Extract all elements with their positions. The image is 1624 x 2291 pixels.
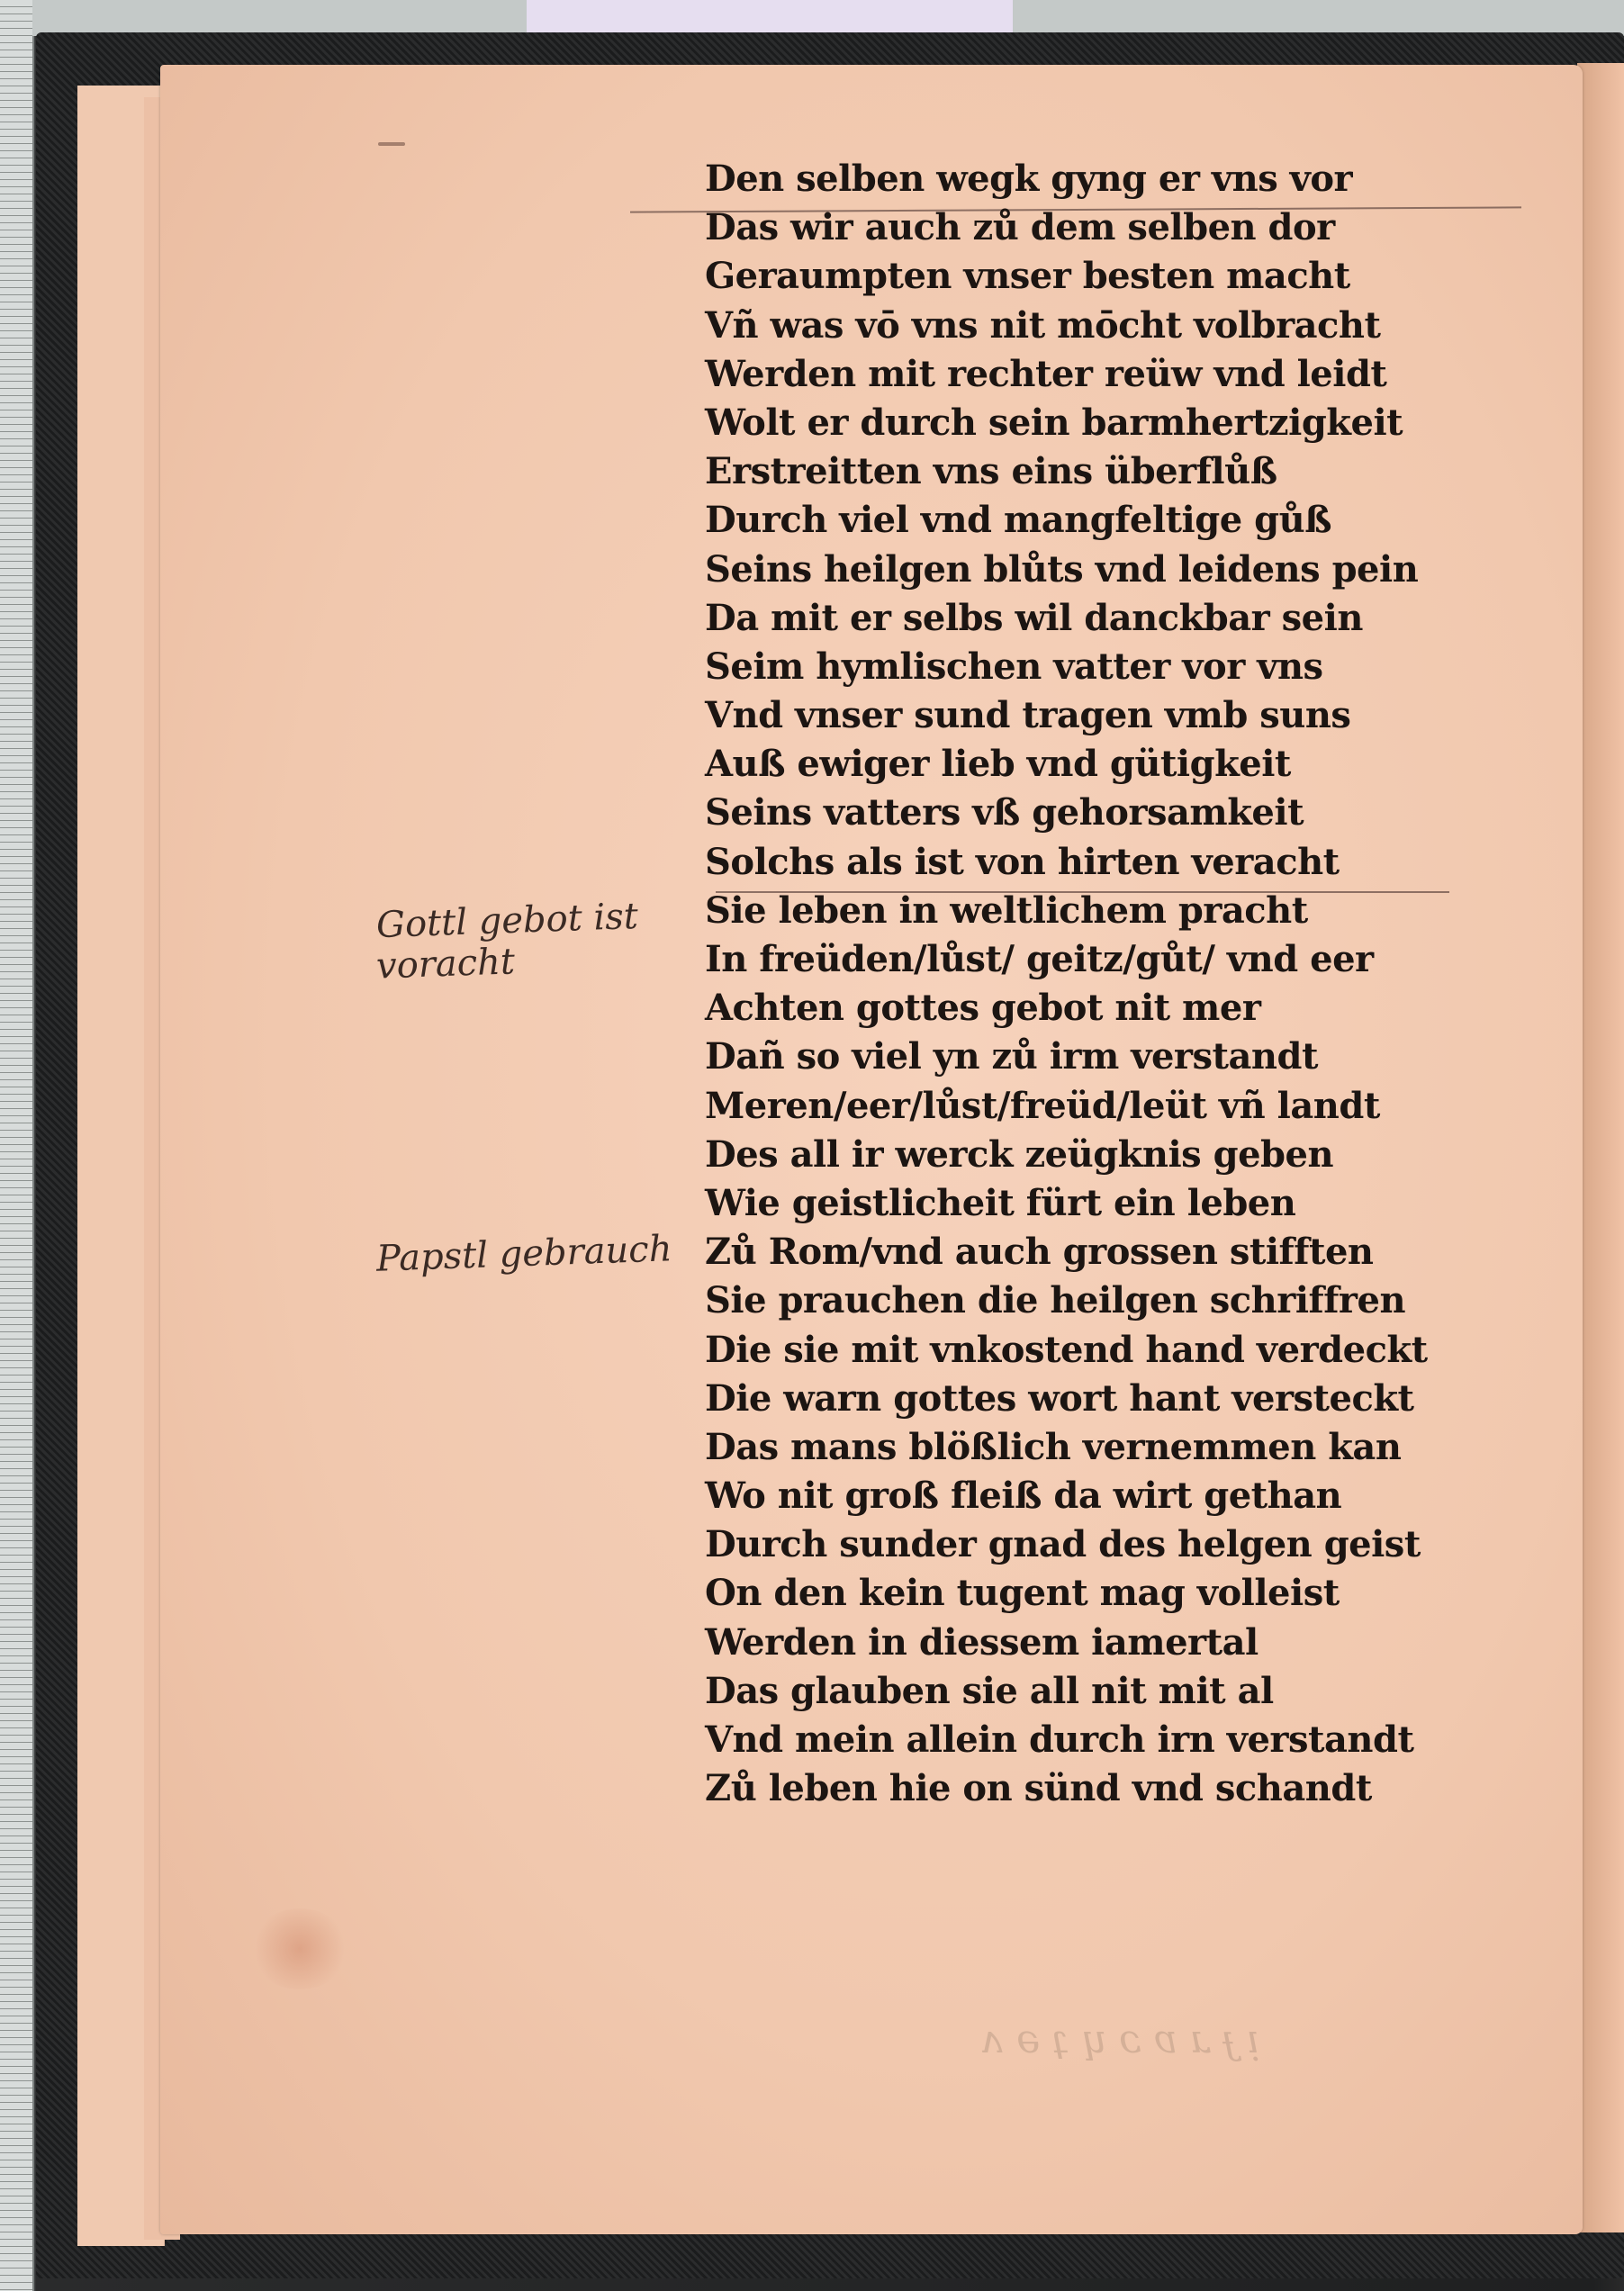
verse-line: In freüden/lůst/ geitz/gůt/ vnd eer <box>705 938 1374 980</box>
tab-strip <box>527 0 1013 34</box>
printed-verse <box>705 155 1428 1813</box>
ink-mark <box>378 142 405 146</box>
verse-line: Meren/eer/lůst/freüd/leüt vñ landt <box>705 1084 1380 1127</box>
verse-line: Des all ir werck zeügknis geben <box>705 1132 1334 1176</box>
verse-line: Solchs als ist von hirten veracht <box>705 840 1340 883</box>
verse-line: Das wir auch zů dem selben dor <box>705 206 1335 249</box>
verse-line: Sie leben in weltlichem pracht <box>705 888 1308 932</box>
verse-line: Werden mit rechter reüw vnd leidt <box>705 352 1387 395</box>
verse-line: Das glauben sie all nit mit al <box>705 1669 1274 1712</box>
verse-line: Wie geistlicheit fürt ein leben <box>705 1181 1296 1224</box>
verse-line: Geraumpten vnser besten macht <box>705 255 1350 298</box>
verse-line: Durch sunder gnad des helgen geist <box>705 1523 1421 1566</box>
verse-line: Vnd vnser sund tragen vmb suns <box>705 694 1351 737</box>
verse-line: Auß ewiger lieb vnd gütigkeit <box>705 743 1291 786</box>
verse-line: Da mit er selbs wil danckbar sein <box>705 596 1363 639</box>
verse-line: Zů leben hie on sünd vnd schandt <box>705 1767 1372 1810</box>
verse-line: Durch viel vnd mangfeltige gůß <box>705 499 1332 542</box>
verse-line: Achten gottes gebot nit mer <box>705 987 1261 1030</box>
verse-line: Erstreitten vns eins überflůß <box>705 450 1277 493</box>
show-through-text: ᴉ ɟ ɹ ɐ ɔ ɥ ʇ ǝ ʌ <box>981 2016 1260 2062</box>
verse-line: Seins heilgen blůts vnd leidens pein <box>705 547 1419 591</box>
verse-line: Vnd mein allein durch irn verstandt <box>705 1718 1414 1761</box>
verse-line: Wolt er durch sein barmhertzigkeit <box>705 401 1403 444</box>
verse-line: Wo nit groß fleiß da wirt gethan <box>705 1475 1342 1518</box>
verse-line: On den kein tugent mag volleist <box>705 1572 1340 1615</box>
facing-page-edge <box>1577 63 1624 2232</box>
marginal-note: voracht <box>375 941 516 988</box>
verse-line: Seins vatters vß gehorsamkeit <box>705 791 1304 834</box>
measurement-scale <box>0 0 34 2291</box>
verse-line: Sie prauchen die heilgen schriffren <box>705 1279 1406 1322</box>
verse-line: Vñ was vō vns nit mōcht volbracht <box>705 303 1381 347</box>
verse-line: Die sie mit vnkostend hand verdeckt <box>705 1328 1428 1371</box>
marginal-note: Gottl gebot ist <box>375 895 639 947</box>
verse-line: Seim hymlischen vatter vor vns <box>705 645 1323 688</box>
verse-line: Den selben wegk gyng er vns vor <box>705 158 1353 200</box>
verse-line: Zů Rom/vnd auch grossen stifften <box>705 1231 1374 1274</box>
marginal-note: Papstl gebrauch <box>375 1228 673 1280</box>
verse-line: Das mans blößlich vernemmen kan <box>705 1425 1402 1468</box>
verse-line: Dañ so viel yn zů irm verstandt <box>705 1035 1318 1078</box>
paper-stain <box>250 1908 349 1989</box>
verse-line: Die warn gottes wort hant versteckt <box>705 1376 1414 1420</box>
verse-line: Werden in diessem iamertal <box>705 1620 1259 1664</box>
